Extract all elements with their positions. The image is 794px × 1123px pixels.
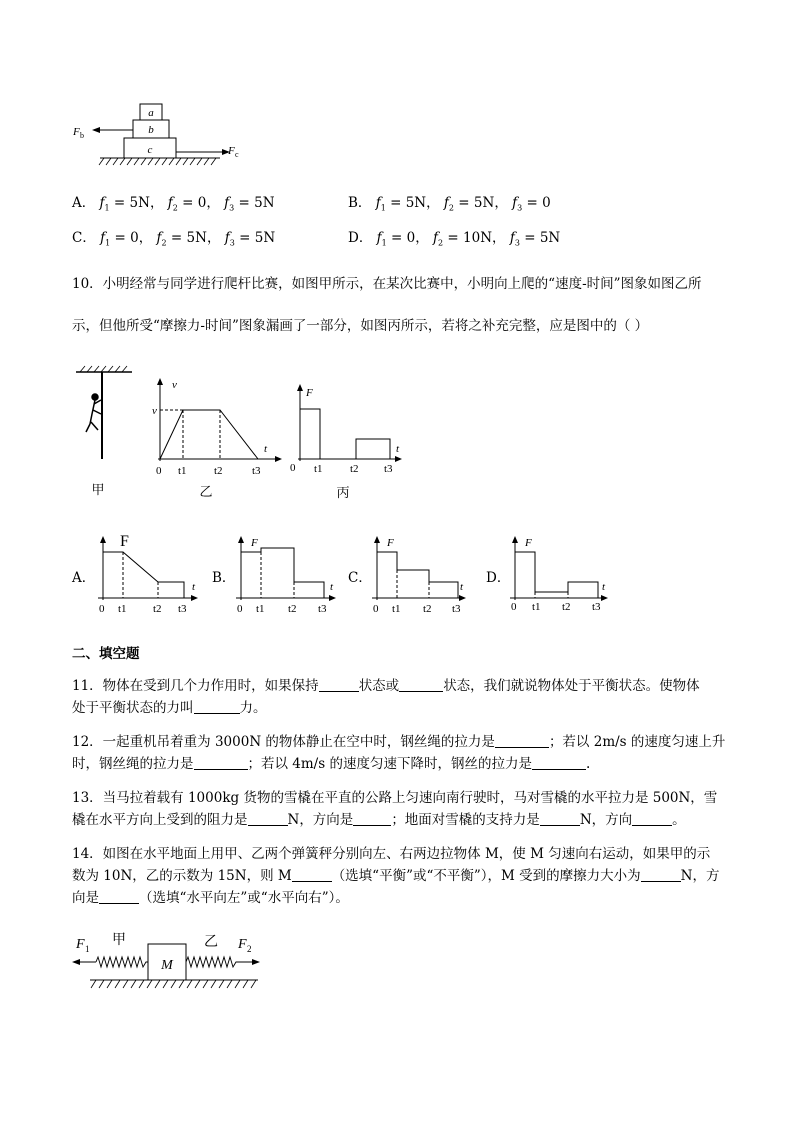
q13-blank-4[interactable] (632, 811, 672, 826)
svg-text:t3: t3 (318, 603, 327, 615)
right-spring (186, 957, 240, 967)
q13-line1: 13．当马拉着载有 1000kg 货物的雪橇在平直的公路上匀速向南行驶时，马对雪橇的水平拉力是 500N，雪 (72, 790, 718, 806)
q9-option-d[interactable]: D． $f_1 = 0$， $f_2 = 10N$， $f_3 = 5N$ (348, 230, 561, 248)
svg-text:0: 0 (373, 603, 379, 615)
vt-v-tick: v (152, 405, 157, 417)
label-F2: F (238, 937, 247, 952)
svg-text:t2: t2 (288, 603, 297, 615)
climber-icon (86, 394, 101, 432)
vt-axis-t: t (264, 443, 268, 455)
q12-blank-3[interactable] (532, 755, 586, 770)
q9-option-a[interactable]: A． $f_1 = 5N$， $f_2 = 0$， $f_3 = 5N$ (72, 195, 275, 213)
stacked-blocks-figure (70, 98, 260, 170)
q10-option-a-label[interactable]: A． (72, 570, 96, 586)
vt-graph (152, 378, 282, 499)
q10-option-d-label[interactable]: D． (486, 570, 511, 586)
svg-text:F: F (251, 537, 258, 549)
q10-option-d-graph[interactable] (510, 530, 620, 620)
q10-line2: 示，但他所受“摩擦力-时间”图象漏画了一部分，如图丙所示，若将之补充完整，应是图中的（ ） (72, 318, 649, 334)
force-fc-sub: c (235, 150, 239, 159)
label-F1: F (76, 937, 85, 952)
q14-blank-3[interactable] (99, 889, 139, 904)
q11-blank-1[interactable] (319, 677, 359, 692)
q13-blank-2[interactable] (353, 811, 391, 826)
ft-graph-incomplete (290, 384, 402, 500)
force-fb-label: F (73, 126, 80, 138)
ft-axis-t: t (396, 443, 400, 455)
left-spring (96, 957, 148, 967)
q14-line3: 向是 （选填“水平向左”或“水平向右”）。 (72, 890, 349, 906)
q12-line2: 时，钢丝绳的拉力是 ；若以 4m/s 的速度匀速下降时，钢丝的拉力是 . (72, 756, 591, 772)
q10-option-c-label[interactable]: C． (348, 570, 372, 586)
section-title: 二、填空题 (72, 646, 140, 662)
vt-tick-t2: t2 (214, 465, 223, 477)
q11-line1: 11．物体在受到几个力作用时，如果保持 状态或 状态，我们就说物体处于平衡状态。使物体 (72, 678, 700, 694)
force-fc-label: F (228, 145, 235, 157)
q13-line2: 橇在水平方向上受到的阻力是 N，方向是 ；地面对雪橇的支持力是 N，方向 。 (72, 812, 686, 828)
svg-text:t3: t3 (592, 601, 601, 613)
q10-line1: 10．小明经常与同学进行爬杆比赛，如图甲所示，在某次比赛中，小明向上爬的“速度-时间”图象如图乙所 (72, 276, 702, 292)
q14-blank-1[interactable] (292, 867, 332, 882)
vt-tick-t3: t3 (252, 465, 261, 477)
q14-blank-2[interactable] (641, 867, 681, 882)
ft-tick-t3: t3 (384, 463, 393, 475)
svg-text:t: t (602, 581, 606, 593)
q14-line1: 14．如图在水平地面上用甲、乙两个弹簧秤分别向左、右两边拉物体 M，使 M 匀速向右运动，如果甲的示 (72, 846, 711, 862)
q12-blank-2[interactable] (194, 755, 248, 770)
svg-text:t2: t2 (562, 601, 571, 613)
spring-scale-figure (68, 926, 268, 996)
vt-tick-0: 0 (156, 465, 162, 477)
force-fb-sub: b (80, 131, 84, 140)
svg-text:t1: t1 (532, 601, 541, 613)
q11-blank-3[interactable] (194, 699, 240, 714)
svg-text:t2: t2 (423, 603, 432, 615)
q13-blank-1[interactable] (248, 811, 288, 826)
vt-tick-t1: t1 (178, 465, 187, 477)
svg-text:t1: t1 (392, 603, 401, 615)
q10-option-b-graph[interactable] (236, 530, 346, 620)
svg-text:F: F (387, 537, 394, 549)
q14-line2: 数为 10N，乙的示数为 15N，则 M （选填“平衡”或“不平衡”），M 受到的摩擦力大小为 N，方 (72, 868, 720, 884)
label-a: a (148, 107, 154, 119)
ft-tick-t1: t1 (314, 463, 323, 475)
label-jia: 甲 (91, 482, 105, 497)
label-b: b (148, 124, 154, 136)
ft-tick-t2: t2 (350, 463, 359, 475)
svg-text:t3: t3 (452, 603, 461, 615)
svg-text:F: F (525, 537, 532, 549)
q10-figures (70, 364, 420, 504)
opt-a-axis-t: t (192, 581, 196, 593)
svg-text:t1: t1 (256, 603, 265, 615)
opt-a-axis-F: F (120, 533, 129, 550)
q13-blank-3[interactable] (540, 811, 580, 826)
ft-tick-0: 0 (290, 462, 296, 474)
vt-axis-v: v (172, 379, 177, 391)
label-bing: 丙 (336, 485, 350, 500)
pole-figure (76, 366, 132, 497)
svg-text:t1: t1 (118, 603, 127, 615)
q9-option-c[interactable]: C． $f_1 = 0$， $f_2 = 5N$， $f_3 = 5N$ (72, 230, 276, 248)
q10-option-c-graph[interactable] (372, 530, 482, 620)
q10-option-b-label[interactable]: B． (212, 570, 236, 586)
svg-text:t: t (330, 581, 334, 593)
svg-text:t3: t3 (178, 603, 187, 615)
label-yi: 乙 (199, 484, 213, 499)
svg-text:0: 0 (511, 601, 517, 613)
label-yi-scale: 乙 (204, 935, 218, 950)
q12-blank-1[interactable] (495, 733, 549, 748)
q10-option-a-graph[interactable] (98, 530, 208, 620)
ft-axis-F: F (306, 387, 313, 399)
label-M: M (161, 958, 173, 973)
q9-option-b[interactable]: B． $f_1 = 5N$， $f_2 = 5N$， $f_3 = 0$ (348, 195, 551, 213)
label-F2-sub: 2 (247, 944, 252, 954)
svg-text:0: 0 (237, 603, 243, 615)
svg-text:t: t (460, 581, 464, 593)
svg-text:0: 0 (99, 603, 105, 615)
q12-line1: 12．一起重机吊着重为 3000N 的物体静止在空中时，钢丝绳的拉力是 ；若以 2m/s 的速度匀速上升 (72, 734, 726, 750)
label-jia-scale: 甲 (112, 933, 126, 948)
q11-blank-2[interactable] (399, 677, 443, 692)
q11-line2: 处于平衡状态的力叫 力。 (72, 700, 267, 716)
label-F1-sub: 1 (85, 944, 90, 954)
label-c: c (147, 144, 153, 156)
svg-text:t2: t2 (153, 603, 162, 615)
